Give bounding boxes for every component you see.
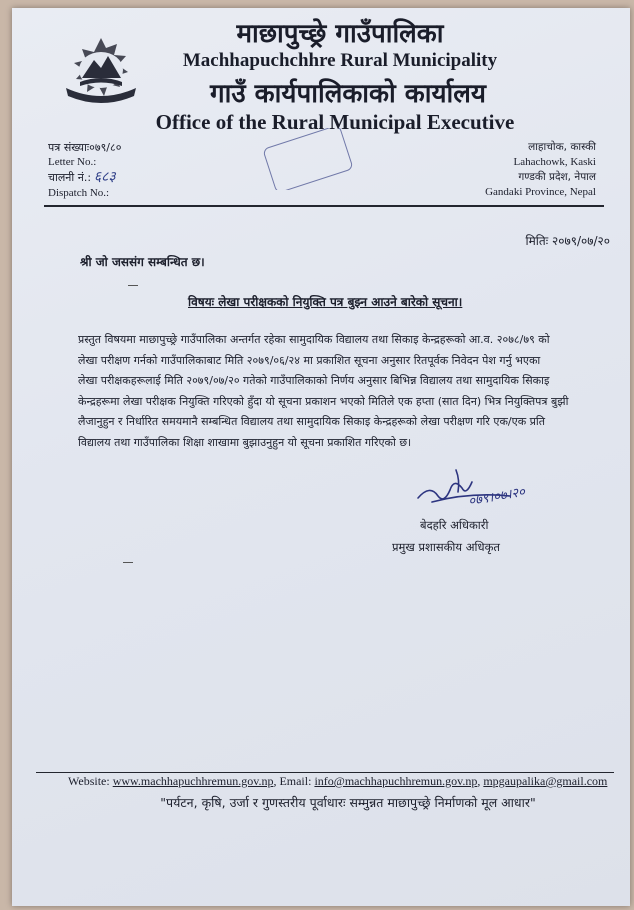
dispatch-number-value: ६८३ — [93, 169, 116, 185]
office-stamp-icon — [258, 128, 358, 190]
letter-number-label: Letter No.: — [48, 156, 97, 168]
header-divider — [44, 205, 604, 207]
email-link-primary[interactable]: info@machhapuchhremun.gov.np — [314, 774, 478, 788]
letter-meta-left — [48, 140, 121, 201]
footer-divider — [36, 772, 614, 773]
footer-contact — [68, 774, 614, 789]
address-line-np-2: गण्डकी प्रदेश, नेपाल — [518, 171, 596, 183]
letter-date: मितिः २०७९/०७/२० — [525, 234, 610, 248]
address-block — [466, 140, 596, 200]
municipality-title-en: Machhapuchchhre Rural Municipality — [182, 50, 498, 71]
signer-name: बेदहरि अधिकारी — [420, 518, 489, 532]
dispatch-number-label: Dispatch No.: — [48, 187, 110, 199]
body-line: लेखा परीक्षकहरूलाई मिति २०७९/०७/२० गतेको गाउँपालिकाको निर्णय अनुसार बिभिन्न विद्यालय तथा सामुदायिक सिकाइ — [78, 374, 550, 387]
address-line-np-1: लाहाचोक, कास्की — [528, 141, 596, 153]
body-line: विद्यालय तथा गाउँपालिका शिक्षा शाखामा बुझाउनुहुन यो सूचना प्रकाशित गरिएको छ। — [78, 435, 412, 449]
email-separator: , — [477, 774, 484, 788]
municipality-title-np: माछापुच्छ्रे गाउँपालिका — [236, 19, 444, 49]
office-title-np: गाउँ कार्यपालिकाको कार्यालय — [210, 79, 486, 109]
address-line-en-2: Gandaki Province, Nepal — [485, 186, 596, 198]
body-line: केन्द्रहरूमा लेखा परीक्षक नियुक्ति गरिएको हुँदा यो सूचना प्रकाशन भएको मितिले एक हप्ता (सात दिन) भित्र नियुक्तिपत्र बुझी — [78, 394, 569, 408]
website-link[interactable]: www.machhapuchhremun.gov.np — [112, 774, 274, 788]
body-line: प्रस्तुत विषयमा माछापुच्छ्रे गाउँपालिका अन्तर्गत रहेका सामुदायिक विद्यालय तथा सिकाइ केन्द्रहरूको आ.व. २०७८/७९ को — [78, 333, 550, 346]
recipient-line: श्री जो जससंग सम्बन्धित छ। — [80, 255, 205, 269]
body-line: लेखा परीक्षण गर्नको गाउँपालिकाबाट मिति २०७९/०६/२४ मा प्रकाशित सूचना अनुसार रितपूर्वक निवेदन पेश गर्नु भएका — [78, 353, 541, 367]
email-link-secondary[interactable]: mpgaupalika@gmail.com — [483, 774, 608, 788]
dispatch-number-np: चालनी नं.: — [48, 171, 92, 184]
signature-icon — [410, 462, 550, 512]
signer-title: प्रमुख प्रशासकीय अधिकृत — [392, 540, 500, 554]
signature-date: ०७९।०७।२० — [467, 484, 527, 510]
address-line-en-1: Lahachowk, Kaski — [513, 156, 596, 168]
letter-body — [78, 330, 598, 453]
footer-motto: "पर्यटन, कृषि, उर्जा र गुणस्तरीय पूर्वाधारः सम्मुन्नत माछापुच्छ्रे निर्माणको मूल आधार" — [160, 795, 536, 810]
website-label: Website: — [68, 774, 113, 788]
office-title-en: Office of the Rural Municipal Executive — [155, 110, 515, 134]
pen-mark — [123, 562, 133, 563]
email-label: , Email: — [273, 774, 315, 788]
body-line: लैजानुहुन र निर्धारित समयमानै सम्बन्धित विद्यालय तथा सामुदायिक सिकाइ केन्द्रहरूको लेखा परीक्षण गरि एक/एक प्रति — [78, 415, 546, 428]
pen-mark — [128, 285, 138, 286]
letter-number-np: पत्र संख्याः०७९/८० — [48, 141, 122, 154]
subject-line: विषयः लेखा परीक्षकको नियुक्ति पत्र बुझ्न आउने बारेको सूचना। — [188, 295, 463, 309]
